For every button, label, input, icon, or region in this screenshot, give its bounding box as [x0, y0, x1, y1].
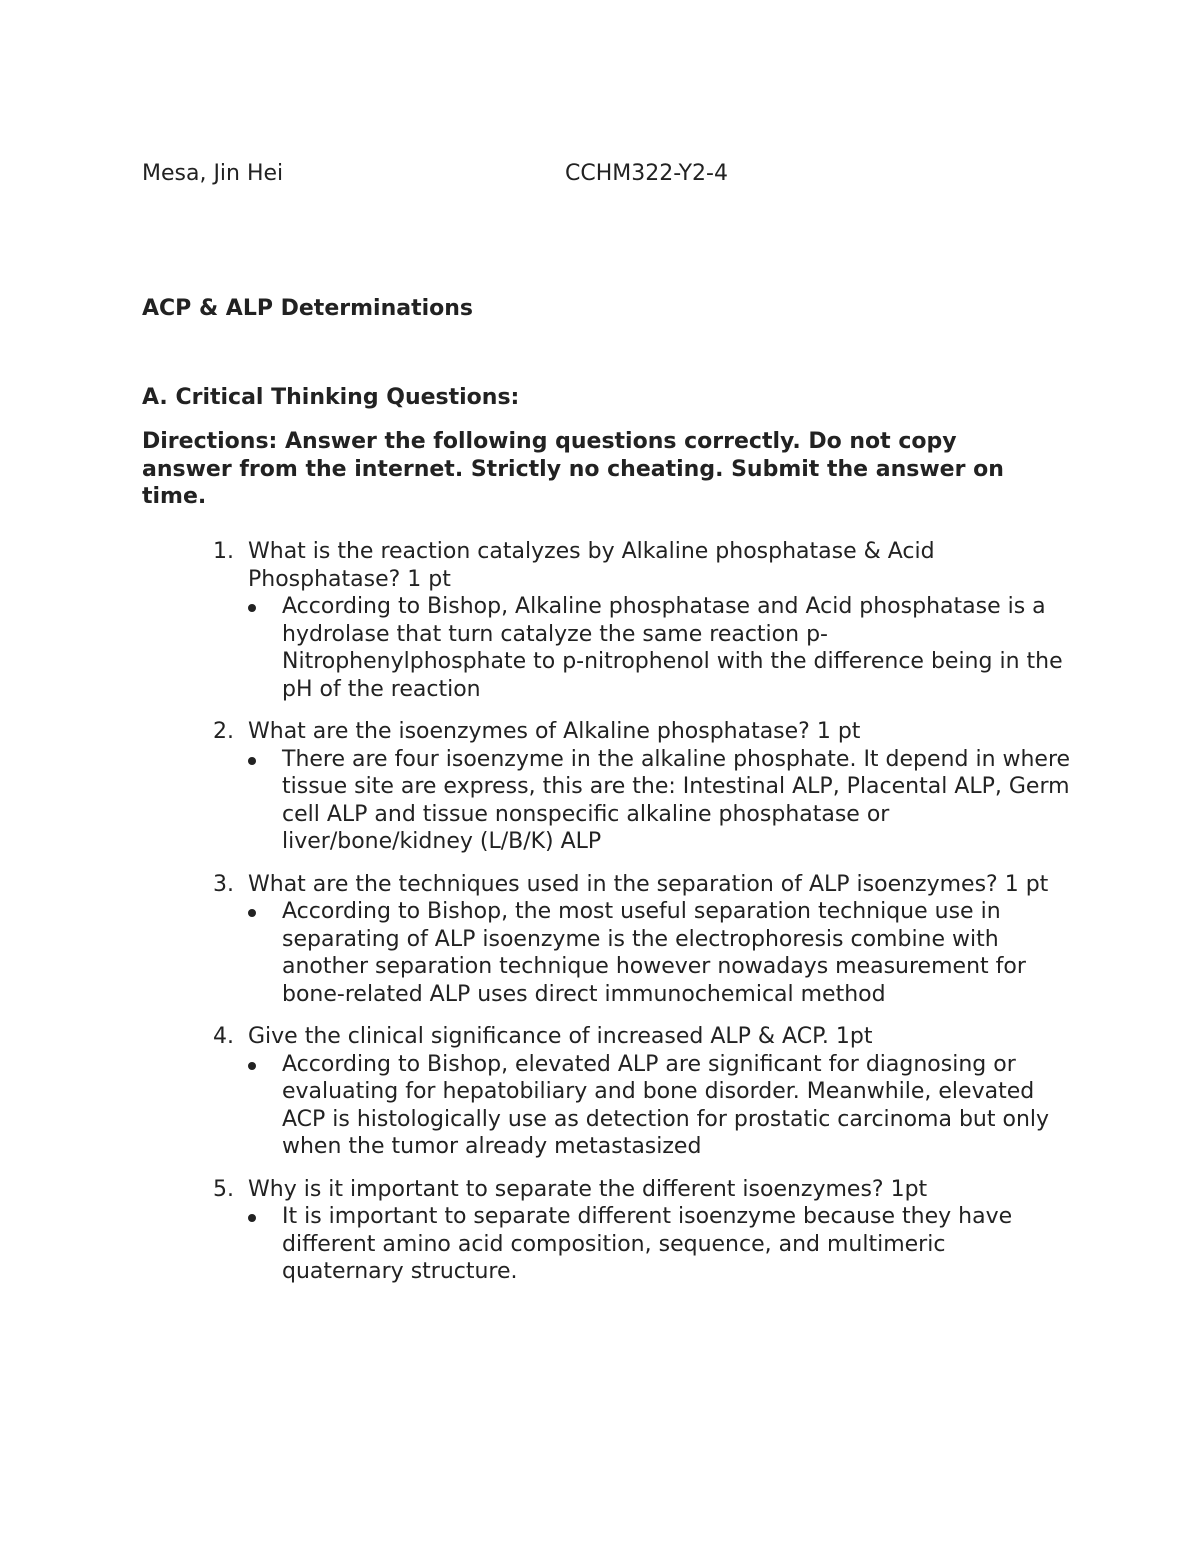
answer-text: According to Bishop, the most useful separation technique use in separating of ALP isoenzyme is the electrophoresis combine with another separation technique however nowadays measurement for bone-related ALP uses direct immunochemical method: [282, 899, 1026, 1007]
answer-item: [248, 898, 1072, 1008]
directions-text: Directions: Answer the following questions correctly. Do not copy answer from the internet. Strictly no cheating. Submit the answer on time.: [142, 429, 1004, 509]
course-code: CCHM322-Y2-4: [565, 161, 728, 186]
document-title: ACP & ALP Determinations: [142, 296, 473, 321]
bullet-icon: [248, 909, 256, 917]
question-item-1: [142, 538, 1072, 703]
section-heading: A. Critical Thinking Questions:: [142, 385, 520, 410]
question-text: What are the isoenzymes of Alkaline phosphatase? 1 pt: [248, 719, 861, 744]
answer-item: [248, 746, 1072, 856]
question-item-2: [142, 718, 1072, 856]
answer-text: According to Bishop, Alkaline phosphatase and Acid phosphatase is a hydrolase that turn catalyze the same reaction p-Nitrophenylphosphate to p-nitrophenol with the difference being in the pH of the reaction: [282, 594, 1063, 702]
question-number: 3.: [213, 871, 234, 897]
question-text: Why is it important to separate the different isoenzymes? 1pt: [248, 1176, 928, 1202]
question-text: What is the reaction catalyzes by Alkaline phosphatase & Acid Phosphatase? 1 pt: [248, 539, 935, 592]
question-number: 4.: [213, 1024, 234, 1049]
answer-item: [248, 593, 1072, 703]
bullet-icon: [248, 1214, 256, 1222]
answer-list: [248, 898, 1072, 1008]
answer-text: There are four isoenzyme in the alkaline phosphate. It depend in where tissue site are express, this are the: Intestinal ALP, Placental ALP, Germ cell ALP and tissue nonspecific alkaline phosphatase or liver/bone/kidney (L/B/K) ALP: [282, 746, 1071, 854]
question-text: What are the techniques used in the separation of ALP isoenzymes? 1 pt: [248, 871, 1049, 897]
answer-text: According to Bishop, elevated ALP are significant for diagnosing or evaluating for hepatobiliary and bone disorder. Meanwhile, elevated ACP is histologically use as detection for prostatic carcinoma but only when the tumor already metastasized: [282, 1051, 1050, 1159]
bullet-icon: [248, 1062, 256, 1070]
author-name: Mesa, Jin Hei: [142, 161, 284, 186]
answer-list: [248, 593, 1072, 703]
answer-list: [248, 1051, 1072, 1161]
answer-text: It is important to separate different isoenzyme because they have different amino acid composition, sequence, and multimeric quaternary structure.: [282, 1204, 1013, 1284]
question-text: Give the clinical significance of increased ALP & ACP. 1pt: [248, 1024, 873, 1049]
answer-item: [248, 1051, 1072, 1161]
question-number: 1.: [213, 539, 234, 564]
header-line: [142, 158, 1042, 190]
question-number: 2.: [213, 719, 234, 744]
question-list: [142, 538, 1072, 1301]
answer-list: [248, 1203, 1072, 1286]
answer-item: [248, 1203, 1072, 1286]
answer-list: [248, 746, 1072, 856]
question-item-3: [142, 871, 1072, 1009]
question-number: 5.: [213, 1176, 234, 1202]
bullet-icon: [248, 604, 256, 612]
question-item-5: [142, 1176, 1072, 1286]
bullet-icon: [248, 757, 256, 765]
question-item-4: [142, 1023, 1072, 1161]
